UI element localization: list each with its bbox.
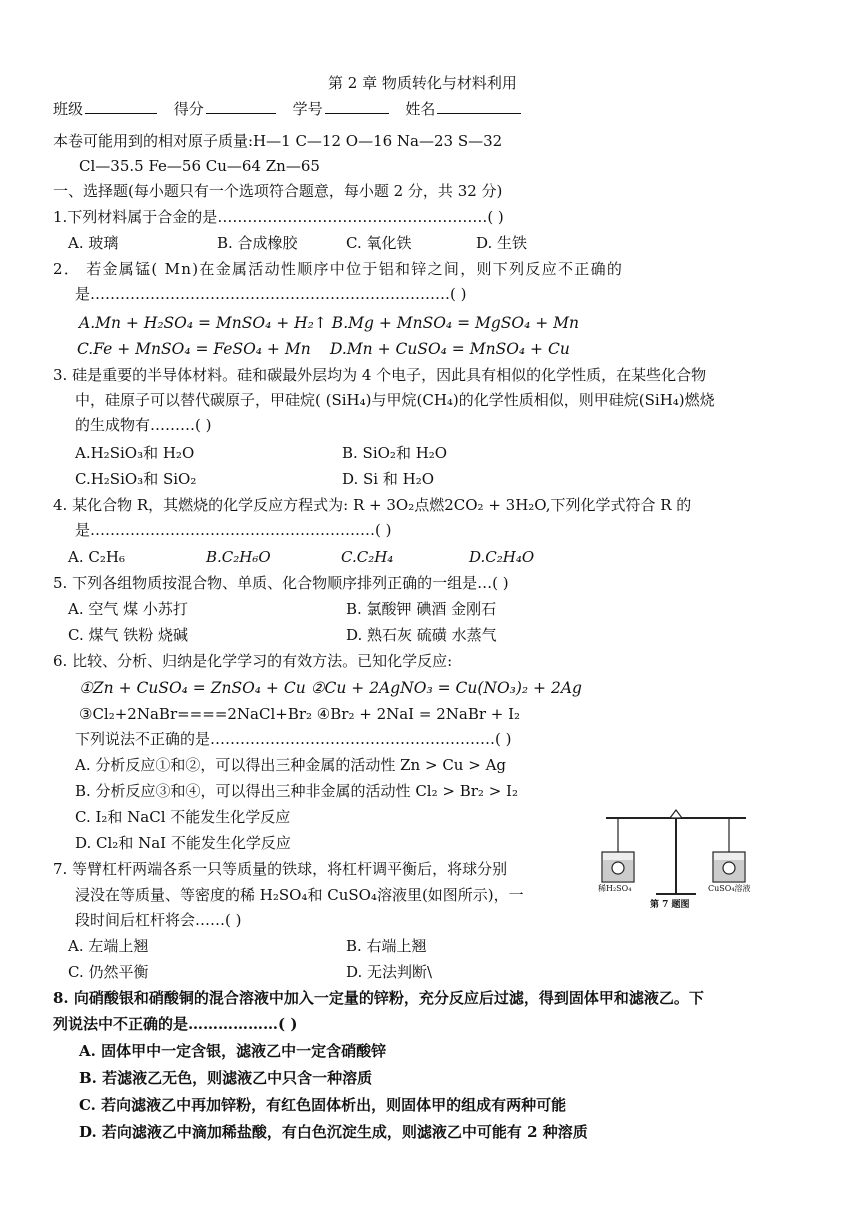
- lever-figure: [596, 808, 784, 914]
- id-label: 学号: [292, 100, 323, 118]
- q1-stem: 1.下列材料属于合金的是………………………………………………( ): [53, 208, 504, 226]
- fig-right-label: CuSO₄溶液: [708, 884, 751, 893]
- score-label: 得分: [173, 100, 204, 118]
- q6-option-a[interactable]: A. 分析反应①和②，可以得出三种金属的活动性 Zn > Cu > Ag: [75, 756, 507, 774]
- q1-option-c[interactable]: C. 氧化铁: [346, 234, 412, 252]
- q7-option-a[interactable]: A. 左端上翘: [68, 937, 149, 955]
- atomic-mass-line-2: Cl—35.5 Fe—56 Cu—64 Zn—65: [79, 157, 320, 175]
- q5-option-b[interactable]: B. 氯酸钾 碘酒 金刚石: [346, 600, 497, 618]
- name-blank[interactable]: [437, 99, 521, 114]
- q4-stem-line-1: 4. 某化合物 R，其燃烧的化学反应方程式为: R + 3O₂点燃2CO₂ + 3H₂O,下列化学式符合 R 的: [53, 496, 692, 514]
- q6-reactions-1-2: ①Zn + CuSO₄ = ZnSO₄ + Cu ②Cu + 2AgNO₃ = Cu(NO₃)₂ + 2Ag: [79, 679, 582, 697]
- name-label: 姓名: [405, 100, 436, 118]
- id-blank[interactable]: [325, 99, 389, 114]
- q7-option-b[interactable]: B. 右端上翘: [346, 937, 427, 955]
- q1-option-a[interactable]: A. 玻璃: [68, 234, 119, 252]
- fig-left-label: 稀H₂SO₄: [598, 884, 632, 893]
- lever-diagram: [596, 808, 784, 914]
- q6-reactions-3-4: ③Cl₂+2NaBr====2NaCl+Br₂ ④Br₂ + 2NaI = 2NaBr + I₂: [79, 705, 521, 723]
- q5-option-c[interactable]: C. 煤气 铁粉 烧碱: [68, 626, 189, 644]
- q6-option-b[interactable]: B. 分析反应③和④，可以得出三种非金属的活动性 Cl₂ > Br₂ > I₂: [75, 782, 518, 800]
- q2-stem-line-2: 是………………………………………………………………( ): [75, 285, 467, 303]
- fig-caption: 第 7 题图: [650, 900, 690, 910]
- q6-option-c[interactable]: C. I₂和 NaCl 不能发生化学反应: [75, 808, 291, 826]
- student-info-row: [53, 98, 525, 120]
- q6-option-d[interactable]: D. Cl₂和 NaI 不能发生化学反应: [75, 834, 291, 852]
- q3-stem-line-3: 的生成物有………( ): [75, 416, 212, 434]
- q8-option-b[interactable]: B. 若滤液乙无色，则滤液乙中只含一种溶质: [79, 1069, 373, 1087]
- q8-option-c[interactable]: C. 若向滤液乙中再加锌粉，有红色固体析出，则固体甲的组成有两种可能: [79, 1096, 567, 1114]
- q3-stem-line-1: 3. 硅是重要的半导体材料。硅和碳最外层均为 4 个电子，因此具有相似的化学性质，在某些化合物: [53, 366, 707, 384]
- section-heading: 一、选择题(每小题只有一个选项符合题意，每小题 2 分，共 32 分): [53, 182, 503, 200]
- q3-option-b[interactable]: B. SiO₂和 H₂O: [342, 444, 448, 462]
- q4-option-c[interactable]: C.C₂H₄: [341, 548, 394, 566]
- q8-stem-line-1: 8. 向硝酸银和硝酸铜的混合溶液中加入一定量的锌粉，充分反应后过滤，得到固体甲和滤液乙。下: [53, 989, 704, 1007]
- q5-stem: 5. 下列各组物质按混合物、单质、化合物顺序排列正确的一组是…( ): [53, 574, 509, 592]
- q2-options-a-b[interactable]: A.Mn + H₂SO₄ = MnSO₄ + H₂↑ B.Mg + MnSO₄ = MgSO₄ + Mn: [79, 314, 580, 332]
- q3-option-d[interactable]: D. Si 和 H₂O: [342, 470, 435, 488]
- q1-option-d[interactable]: D. 生铁: [476, 234, 528, 252]
- q6-question: 下列说法不正确的是…………………………………………………( ): [75, 730, 512, 748]
- q7-option-d[interactable]: D. 无法判断\: [346, 963, 433, 981]
- q6-stem: 6. 比较、分析、归纳是化学学习的有效方法。已知化学反应:: [53, 652, 453, 670]
- q5-option-a[interactable]: A. 空气 煤 小苏打: [68, 600, 188, 618]
- q7-stem-line-1: 7. 等臂杠杆两端各系一只等质量的铁球，将杠杆调平衡后，将球分别: [53, 860, 508, 878]
- score-blank[interactable]: [206, 99, 276, 114]
- q5-option-d[interactable]: D. 熟石灰 硫磺 水蒸气: [346, 626, 497, 644]
- page-title: 第 2 章 物质转化与材料利用: [328, 74, 517, 92]
- class-label: 班级: [53, 100, 84, 118]
- atomic-mass-line-1: 本卷可能用到的相对原子质量:H—1 C—12 O—16 Na—23 S—32: [53, 132, 503, 150]
- class-blank[interactable]: [85, 99, 157, 114]
- q7-stem-line-3: 段时间后杠杆将会……( ): [75, 911, 242, 929]
- q7-option-c[interactable]: C. 仍然平衡: [68, 963, 149, 981]
- q4-option-d[interactable]: D.C₂H₄O: [469, 548, 535, 566]
- q7-stem-line-2: 浸没在等质量、等密度的稀 H₂SO₄和 CuSO₄溶液里(如图所示)，一: [75, 886, 524, 904]
- q8-stem-line-2: 列说法中不正确的是………………( ): [53, 1015, 298, 1033]
- q3-option-a[interactable]: A.H₂SiO₃和 H₂O: [75, 444, 195, 462]
- q2-stem-line-1: 2． 若金属锰( Mn)在金属活动性顺序中位于铝和锌之间，则下列反应不正确的: [53, 260, 624, 278]
- q8-option-d[interactable]: D. 若向滤液乙中滴加稀盐酸，有白色沉淀生成，则滤液乙中可能有 2 种溶质: [79, 1123, 588, 1141]
- q1-option-b[interactable]: B. 合成橡胶: [217, 234, 298, 252]
- q3-stem-line-2: 中，硅原子可以替代碳原子，甲硅烷( (SiH₄)与甲烷(CH₄)的化学性质相似，则甲硅烷(SiH₄)燃烧: [75, 391, 715, 409]
- q4-stem-line-2: 是…………………………………………………( ): [75, 521, 392, 539]
- q3-option-c[interactable]: C.H₂SiO₃和 SiO₂: [75, 470, 197, 488]
- q4-option-a[interactable]: A. C₂H₆: [68, 548, 125, 566]
- q2-option-d[interactable]: D.Mn + CuSO₄ = MnSO₄ + Cu: [330, 340, 570, 358]
- q8-option-a[interactable]: A. 固体甲中一定含银，滤液乙中一定含硝酸锌: [79, 1042, 387, 1060]
- q4-option-b[interactable]: B.C₂H₆O: [206, 548, 271, 566]
- q2-option-c[interactable]: C.Fe + MnSO₄ = FeSO₄ + Mn: [77, 340, 311, 358]
